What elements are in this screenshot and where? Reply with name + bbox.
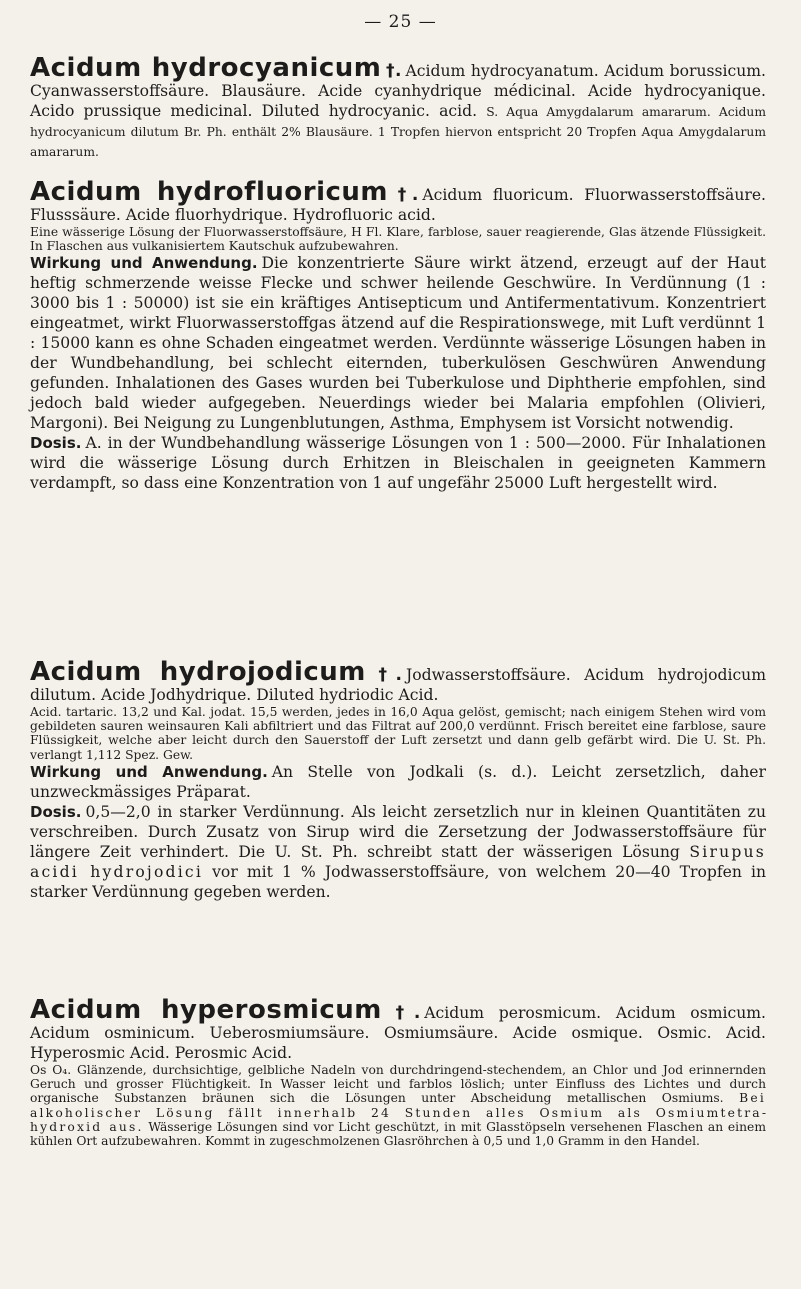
effect-paragraph: [30, 762, 766, 802]
dose-text: A. in der Wundbehandlung wässerige Lösungen von 1 : 500—2000. Für Inhalationen wird die wässerige Lösung durch Erhitzen in Bleischalen in geeigneten Kammern verdampft, so dass eine Konzentration von 1 auf ungefähr 25000 Luft hergestellt wird.: [30, 434, 766, 493]
effect-text: An Stelle von Jodkali (s. d.). Leicht zersetzlich, daher unzweckmässiges Präparat.: [30, 762, 766, 801]
dose-paragraph: [30, 433, 766, 493]
section-label-wirkung: Wirkung und Anwendung.: [30, 762, 268, 781]
section-label-wirkung: Wirkung und Anwendung.: [30, 254, 258, 273]
entry-note: [30, 1063, 766, 1148]
poison-dagger-mark: †.: [385, 1003, 421, 1023]
section-label-dosis: Dosis.: [30, 802, 82, 821]
entry-acidum-hydrofluoricum: [30, 177, 767, 493]
entry-heading: Acidum hydrofluoricum: [30, 177, 389, 207]
entry-synonyms: Acidum perosmicum. Acidum osmicum. Acidum osminicum. Ueberosmiumsäure. Osmiumsäure. Acide osmique. Osmic. Acid. Hyperosmic Acid. Perosmic Acid.: [30, 1004, 766, 1062]
entry-note: Eine wässerige Lösung der Fluorwasserstoffsäure, H Fl. Klare, farblose, sauer reagierende, Glas ätzende Flüssigkeit. In Flaschen aus vulkanisiertem Kautschuk aufzubewahren.: [30, 225, 766, 254]
entry-synonyms: Jodwasserstoffsäure. Acidum hydrojodicum dilutum. Acide Jodhydrique. Diluted hydriodic Acid.: [30, 666, 767, 704]
note-text: Os O₄. Glänzende, durchsichtige, gelbliche Nadeln von durchdringend-stechendem, an Chlor und Jod erinnernden Geruch und grosser Flüchtigkeit. In Wasser leicht und farblos löslich; unter Einfluss des Lichtes und durch organische Substanzen bräunen sich die Lösungen unter Abscheidung metallischen Osmiums.: [30, 1063, 766, 1106]
entry-paragraph: [30, 995, 766, 1063]
entry-note: S. Aqua Amygdalarum amararum. Acidum hydrocyanicum dilutum Br. Ph. enthält 2% Blausäure. 1 Tropfen hiervon entspricht 20 Tropfen Aqua Amygdalarum amararum.: [30, 105, 766, 159]
entry-note: Acid. tartaric. 13,2 und Kal. jodat. 15,5 werden, jedes in 16,0 Aqua gelöst, gemischt; nach einigem Stehen wird vom gebildeten sauren weinsauren Kali abfiltriert und das Filtrat auf 200,0 verdünnt. Frisch bereitet eine farblose, saure Flüssigkeit, welche aber leicht durch den Sauerstoff der Luft zersetzt und dann gelb gefärbt wird. Die U. St. Ph. verlangt 1,112 Spez. Gew.: [30, 705, 766, 762]
effect-text: Die konzentrierte Säure wirkt ätzend, erzeugt auf der Haut heftig schmerzende weisse Flecke und schwer heilende Geschwüre. In Verdünnung (1 : 3000 bis 1 : 50000) ist sie ein kräftiges Antisepticum und Antifermentativum. Konzentriert eingeatmet, wirkt Fluorwasserstoffgas ätzend auf die Respirationswege, mit Luft verdünnt 1 : 15000 kann es ohne Schaden eingeatmet werden. Verdünnte wässerige Lösungen haben in der Wundbehandlung, bei schlecht eiternden, tuberkulösen Geschwüren Anwendung gefunden. Inhalationen des Gases wurden bei Tuberkulose und Diphtherie empfohlen, sind jedoch bald wieder aufgegeben. Neuerdings wieder bei Malaria empfohlen (Olivieri, Margoni). Bei Neigung zu Lungenblutungen, Asthma, Emphysem ist Vorsicht notwendig.: [30, 254, 766, 433]
effect-paragraph: [30, 253, 766, 433]
page-number: — 25 —: [364, 12, 437, 32]
poison-dagger-mark: †.: [392, 185, 419, 205]
entry-paragraph: [30, 177, 767, 225]
dose-spaced-name: Sirupus acidi hydrojodici: [30, 842, 766, 881]
dose-paragraph: [30, 802, 766, 902]
entry-heading: Acidum hyperosmicum: [30, 995, 382, 1025]
dose-text: 0,5—2,0 in starker Verdünnung. Als leicht zersetzlich nur in kleinen Quantitäten zu verschreiben. Durch Zusatz von Sirup wird die Zersetzung der Jodwasserstoffsäure für längere Zeit verhindert. Die U. St. Ph. schreibt statt der wässerigen Lösung: [30, 802, 766, 861]
note-spaced-text: Bei alkoholischer Lösung fällt innerhalb 24 Stunden alles Osmium als Osmiumtetrahydroxid aus.: [30, 1091, 766, 1134]
entry-synonyms: Acidum hydrocyanatum. Acidum borussicum. Cyanwasserstoffsäure. Blausäure. Acide cyanhydrique médicinal. Acide hydrocyanique. Acido prussique medicinal. Diluted hydrocyanic. acid.: [30, 62, 766, 120]
entry-heading: Acidum hydrocyanicum: [30, 53, 382, 83]
dose-text-continued: vor mit 1 % Jodwasserstoffsäure, von welchem 20—40 Tropfen in starker Verdünnung gegeben werden.: [30, 862, 766, 901]
poison-dagger-mark: †.: [385, 61, 402, 81]
entry-acidum-hyperosmicum: [30, 995, 766, 1149]
entry-acidum-hydrocyanicum: [30, 53, 766, 161]
section-label-dosis: Dosis.: [30, 434, 82, 453]
note-text-continued: Wässerige Lösungen sind vor Licht geschützt, in mit Glasstöpseln versehenen Flaschen an einem kühlen Ort aufzubewahren. Kommt in zugeschmolzenen Glasröhrchen à 0,5 und 1,0 Gramm in den Handel.: [30, 1119, 766, 1149]
entry-paragraph: [30, 53, 766, 161]
entry-synonyms: Acidum fluoricum. Fluorwasserstoffsäure. Flusssäure. Acide fluorhydrique. Hydrofluoric acid.: [30, 186, 767, 224]
poison-dagger-mark: †.: [369, 665, 403, 685]
entry-acidum-hydrojodicum: [30, 657, 767, 902]
entry-paragraph: [30, 657, 767, 705]
entry-heading: Acidum hydrojodicum: [30, 657, 366, 687]
